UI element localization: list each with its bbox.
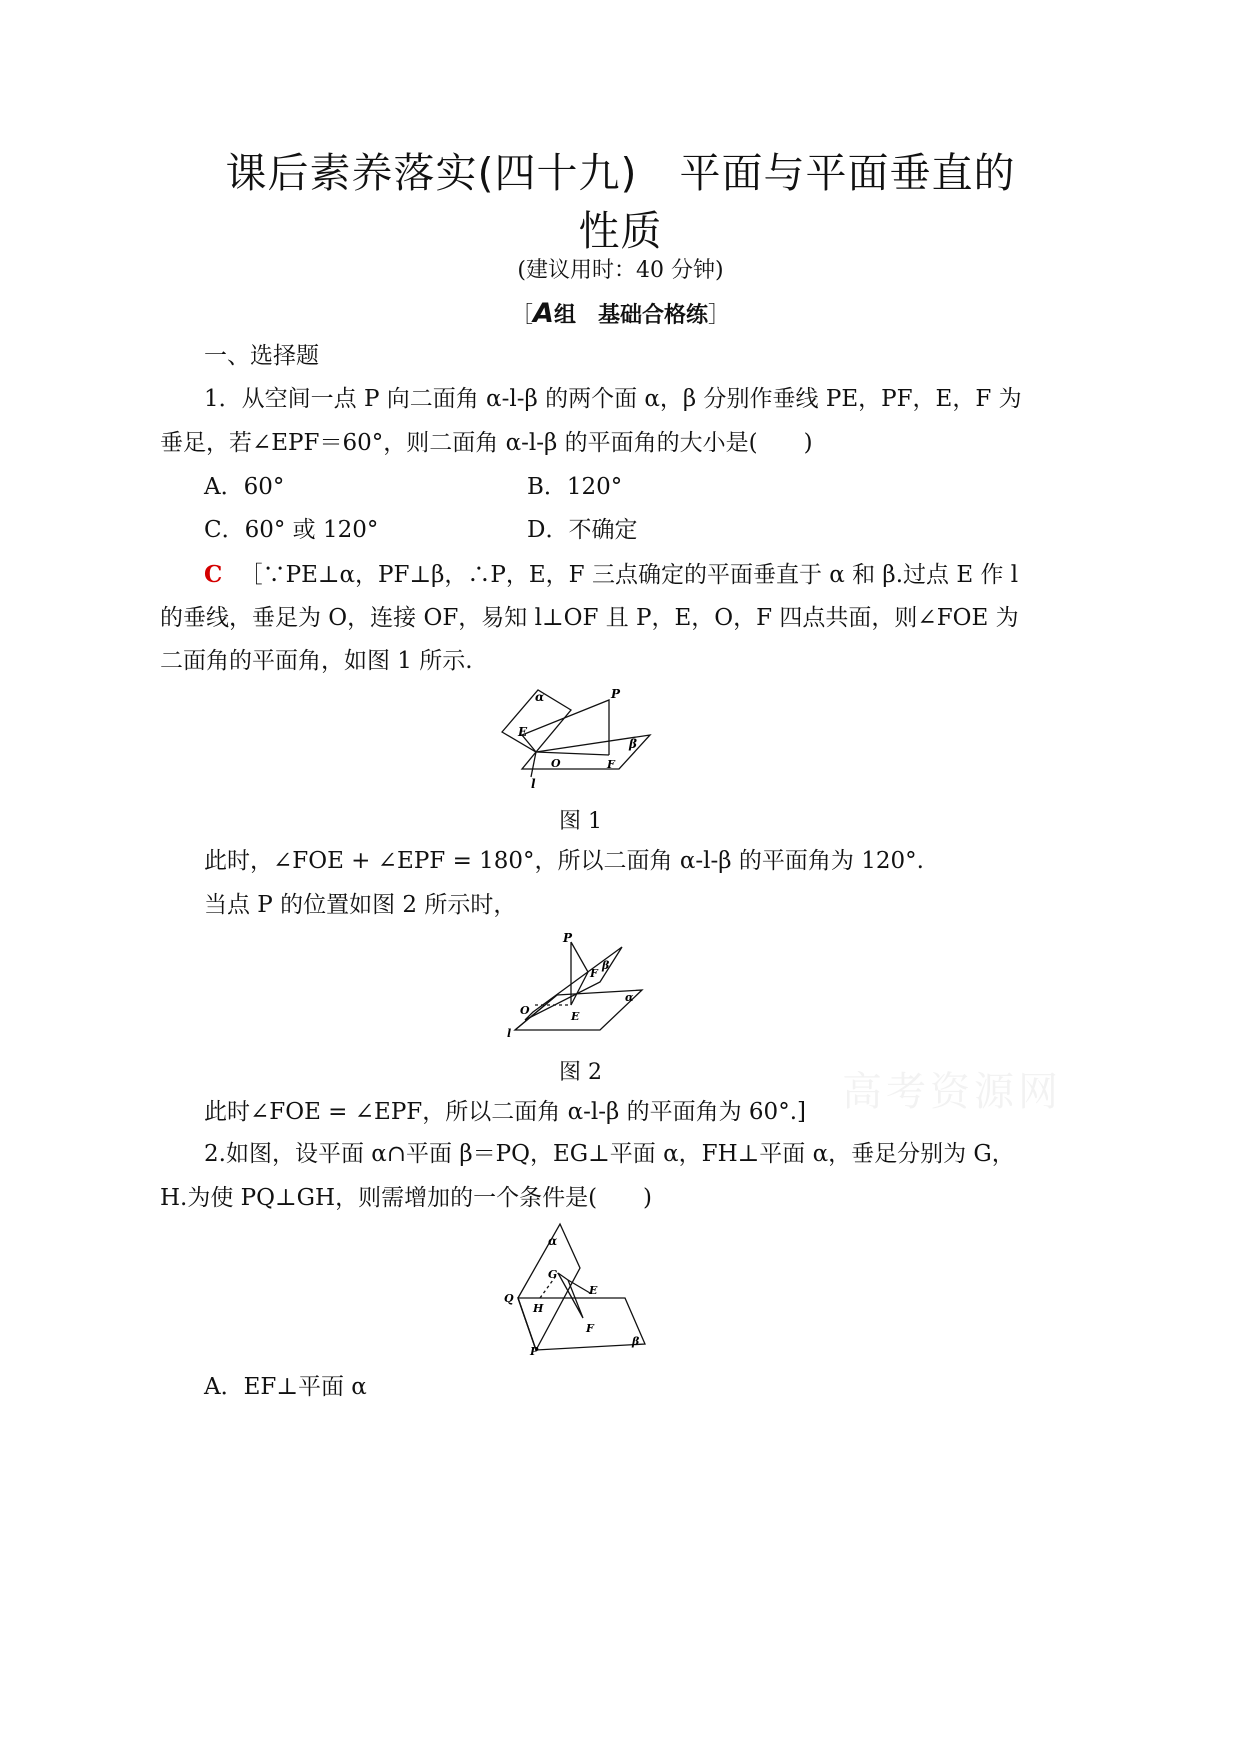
time-hint: (建议用时：40 分钟): [517, 258, 724, 283]
q1-solution-line3: 二面角的平面角，如图 1 所示.: [160, 648, 473, 674]
q1-note2: 当点 P 的位置如图 2 所示时，: [204, 892, 517, 918]
page-title: 课后素养落实(四十九) 平面与平面垂直的: [225, 149, 1016, 197]
group-letter: A: [533, 298, 554, 329]
q1-solution-text1: ［∵PE⊥α，PF⊥β，∴P，E，F 三点确定的平面垂直于 α 和 β.过点 E 作 l: [239, 562, 1019, 588]
fig1-label-p: P: [611, 687, 621, 701]
q1-option-b: B．120°: [527, 474, 623, 500]
figure-2: [505, 930, 655, 1040]
fig1-label-l: l: [531, 777, 536, 791]
group-bracket-close: ］: [707, 303, 730, 328]
section-heading: 一、选择题: [204, 343, 319, 369]
group-bracket-open: ［: [511, 303, 534, 328]
q2-label-f: F: [586, 1322, 594, 1335]
fig2-label-l: l: [507, 1027, 512, 1040]
fig2-label-alpha: α: [625, 991, 634, 1004]
q2-line2: H.为使 PQ⊥GH，则需增加的一个条件是( ): [160, 1185, 653, 1211]
fig1-label-beta: β: [629, 737, 637, 751]
figure-1: [495, 685, 660, 797]
q1-note1: 此时，∠FOE + ∠EPF = 180°，所以二面角 α-l-β 的平面角为 120°.: [204, 848, 924, 874]
fig1-perpendiculars: [522, 700, 609, 755]
fig1-label-o: O: [551, 757, 561, 770]
q1-option-a: A．60°: [204, 474, 285, 500]
fig2-label-e: E: [571, 1010, 580, 1023]
q2-segment-e: [568, 1280, 590, 1293]
q1-solution-line2: 的垂线，垂足为 O，连接 OF，易知 l⊥OF 且 P，E，O，F 四点共面，则∠FOE 为: [160, 605, 1019, 631]
fig1-label-f: F: [607, 758, 615, 771]
q2-perpendiculars: [558, 1273, 583, 1318]
fig2-label-o: O: [520, 1004, 530, 1017]
figure-q2: [500, 1218, 660, 1358]
q2-label-beta: β: [632, 1335, 640, 1348]
fig2-label-beta: β: [602, 959, 610, 972]
fig1-caption: 图 1: [559, 809, 602, 834]
q1-note3: 此时∠FOE = ∠EPF，所以二面角 α-l-β 的平面角为 60°.]: [204, 1099, 806, 1125]
q1-option-d: D．不确定: [527, 517, 638, 543]
q1-line2: 垂足，若∠EPF＝60°，则二面角 α-l-β 的平面角的大小是( ): [160, 430, 813, 456]
fig1-label-e: E: [518, 725, 528, 739]
q1-solution-line1: [204, 560, 1018, 590]
watermark: 高考资源网: [842, 1069, 1062, 1115]
q1-line1: 1．从空间一点 P 向二面角 α-l-β 的两个面 α，β 分别作垂线 PE，PF，E，F 为: [204, 386, 1022, 412]
q2-label-p: P: [530, 1345, 539, 1358]
fig2-label-p: P: [563, 931, 573, 945]
q2-label-e: E: [589, 1284, 598, 1297]
fig1-label-alpha: α: [535, 690, 545, 704]
fig1-segment-of: [536, 752, 609, 755]
group-heading: [0, 298, 1241, 329]
q2-label-q: Q: [504, 1292, 514, 1305]
q2-option-a: A．EF⊥平面 α: [204, 1374, 367, 1400]
q2-label-g: G: [548, 1268, 558, 1281]
fig2-caption: 图 2: [559, 1060, 602, 1085]
q2-line1: 2.如图，设平面 α∩平面 β＝PQ，EG⊥平面 α，FH⊥平面 α，垂足分别为 G，: [204, 1141, 1015, 1167]
fig2-label-f: F: [590, 967, 598, 980]
group-text: 组 基础合格练: [553, 303, 708, 328]
q1-answer: C: [204, 561, 223, 588]
q1-option-c: C．60° 或 120°: [204, 517, 379, 543]
q2-label-alpha: α: [548, 1234, 558, 1248]
page-title-line2: 性质: [578, 207, 663, 255]
q2-label-h: H: [533, 1302, 544, 1315]
